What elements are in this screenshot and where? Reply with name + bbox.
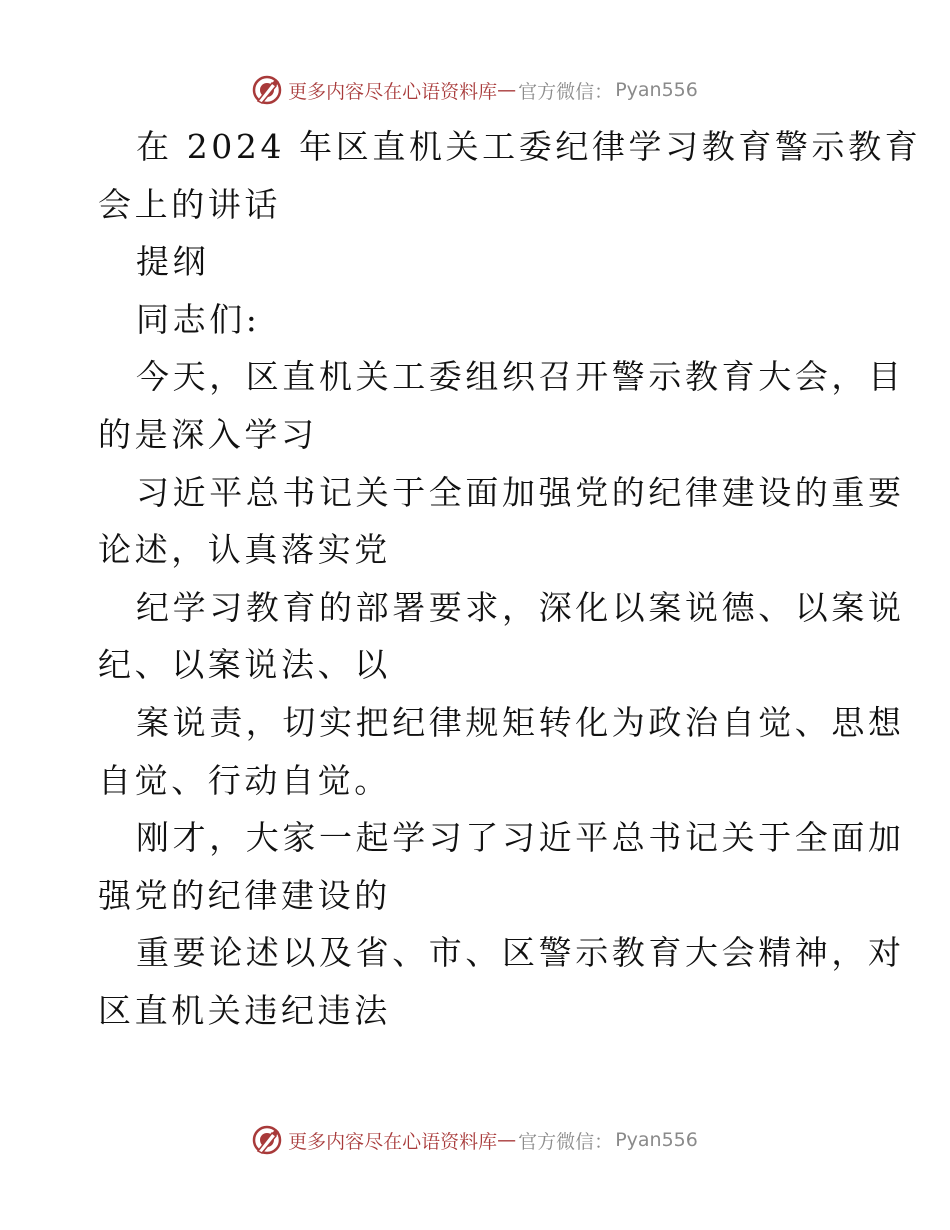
paragraph-line: 自觉、行动自觉。 — [98, 760, 391, 800]
paragraph-line: 今天，区直机关工委组织召开警示教育大会，目 — [136, 357, 905, 397]
watermark-wechat-label: 官方微信： — [518, 80, 614, 103]
watermark-separator: — — [497, 1129, 517, 1151]
paragraph-line: 强党的纪律建设的 — [98, 875, 391, 915]
paragraph-line: 案说责，切实把纪律规矩转化为政治自觉、思想 — [136, 702, 905, 742]
paragraph-line: 重要论述以及省、市、区警示教育大会精神，对 — [136, 933, 905, 973]
salutation: 同志们: — [136, 299, 261, 339]
pen-logo-icon — [252, 1125, 282, 1155]
watermark-wechat-id: Pyan556 — [615, 79, 698, 101]
watermark-banner-top — [0, 72, 950, 108]
watermark-site-text: 更多内容尽在心语资料库 — [288, 1130, 498, 1153]
outline-heading: 提纲 — [136, 242, 210, 282]
watermark-banner-bottom — [0, 1122, 950, 1158]
title-line-1: 在 2024 年区直机关工委纪律学习教育警示教育 — [136, 127, 922, 166]
paragraph-line: 论述，认真落实党 — [98, 530, 391, 570]
paragraph-line: 刚才，大家一起学习了习近平总书记关于全面加 — [136, 818, 905, 858]
paragraph-line: 纪学习教育的部署要求，深化以案说德、以案说 — [136, 587, 905, 627]
watermark-wechat-label: 官方微信： — [518, 1130, 614, 1153]
watermark-site-text: 更多内容尽在心语资料库 — [288, 80, 498, 103]
paragraph-line: 区直机关违纪违法 — [98, 990, 391, 1030]
paragraph-line: 习近平总书记关于全面加强党的纪律建设的重要 — [136, 472, 905, 512]
document-body — [98, 118, 922, 1040]
paragraph-line: 纪、以案说法、以 — [98, 645, 391, 685]
title-line-2: 会上的讲话 — [98, 184, 281, 224]
paragraph-line: 的是深入学习 — [98, 414, 318, 454]
watermark-wechat-id: Pyan556 — [615, 1129, 698, 1151]
watermark-separator: — — [497, 79, 517, 101]
pen-logo-icon — [252, 75, 282, 105]
